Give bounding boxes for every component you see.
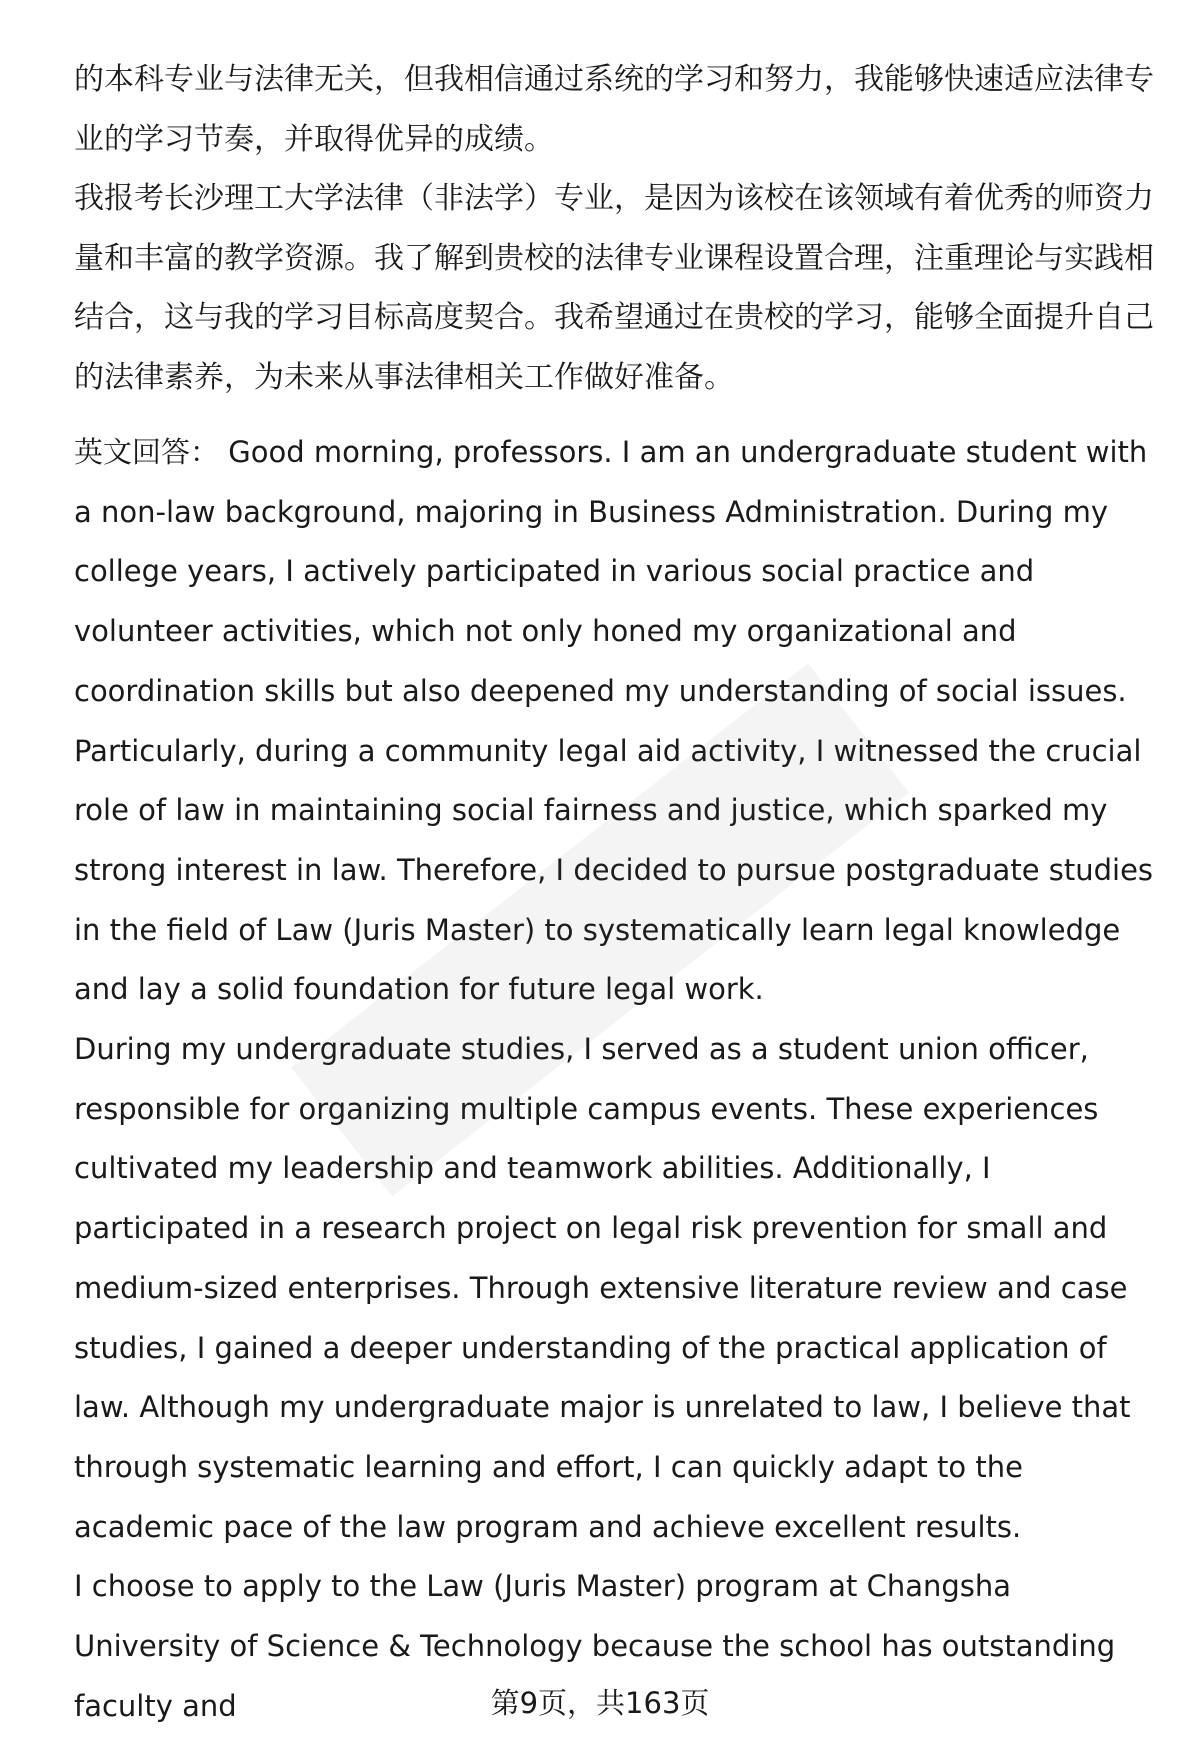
document-page xyxy=(74,50,1154,1736)
english-answer-label: 英文回答： xyxy=(74,435,220,469)
paragraph-gap xyxy=(74,407,1154,423)
paragraph-zh-2: 我报考长沙理工大学法律（非法学）专业，是因为该校在该领域有着优秀的师资力量和丰富的教学资源。我了解到贵校的法律专业课程设置合理，注重理论与实践相结合，这与我的学习目标高度契合。我希望通过在贵校的学习，能够全面提升自己的法律素养，为未来从事法律相关工作做好准备。 xyxy=(74,181,1154,395)
english-answer-paragraph-2: During my undergraduate studies, I served as a student union officer, responsible for organizing multiple campus events. These experiences cultivated my leadership and teamwork abilities. Additionally, I participated in a research project on legal risk prevention for small and medium-sized enterprises. Through extensive literature review and case studies, I gained a deeper understanding of the practical application of law. Although my undergraduate major is unrelated to law, I believe that through systematic learning and effort, I can quickly adapt to the academic pace of the law program and achieve excellent results. xyxy=(74,1032,1131,1544)
english-answer-text-1: Good morning, professors. I am an undergraduate student with a non-law background, majoring in Business Administration. During my college years, I actively participated in various social practice and volunteer activities, which not only honed my organizational and coordination skills but also deepened my understanding of social issues. Particularly, during a community legal aid activity, I witnessed the crucial role of law in maintaining social fairness and justice, which sparked my strong interest in law. Therefore, I decided to pursue postgraduate studies in the field of Law (Juris Master) to systematically learn legal knowledge and lay a solid foundation for future legal work. xyxy=(74,435,1154,1007)
english-answer-paragraph-3: I choose to apply to the Law (Juris Master) program at Changsha University of Science & Technology because the school has outstanding faculty and xyxy=(74,1569,1116,1723)
paragraph-zh-1: 的本科专业与法律无关，但我相信通过系统的学习和努力，我能够快速适应法律专业的学习节奏，并取得优异的成绩。 xyxy=(74,62,1154,157)
page-footer: 第9页，共163页 xyxy=(490,1686,710,1720)
english-answer-paragraph-1 xyxy=(74,423,1154,1020)
